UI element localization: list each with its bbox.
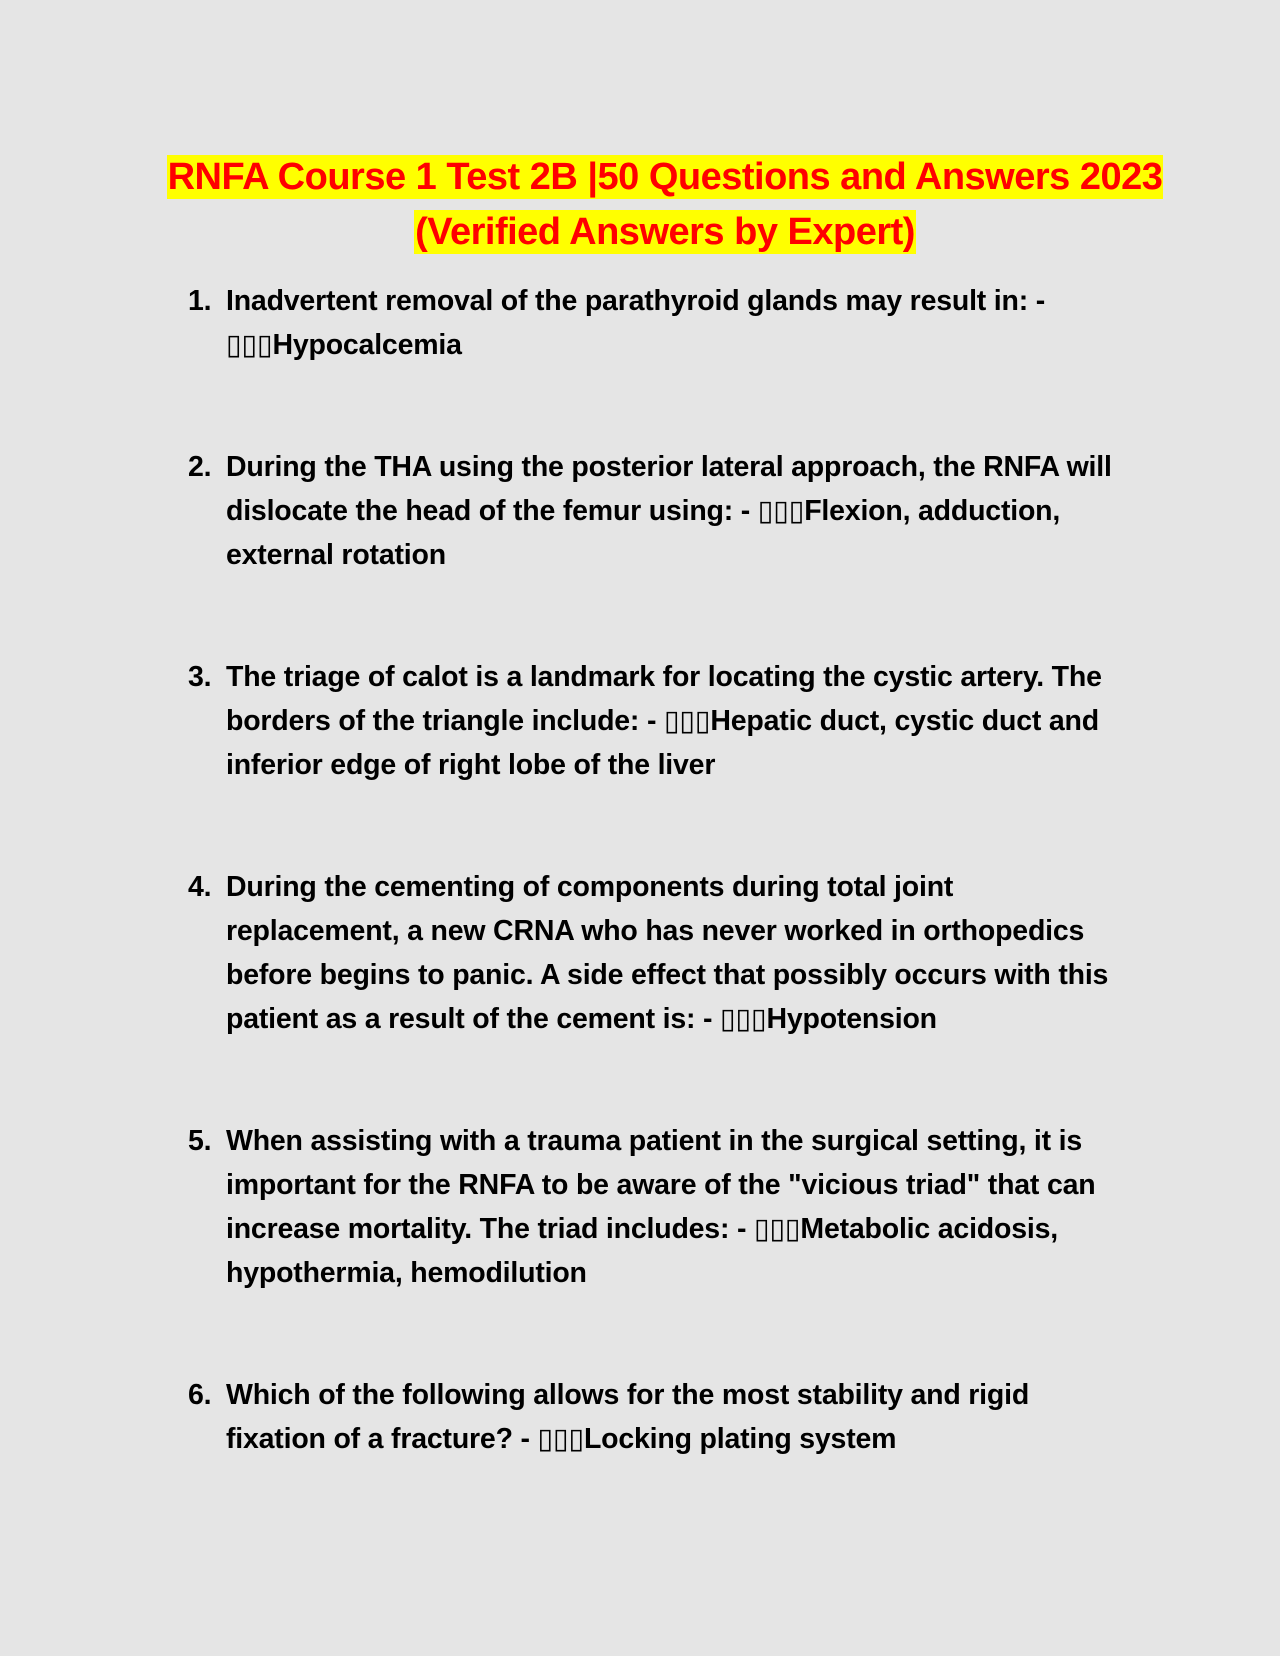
question-item-6	[180, 1373, 1125, 1461]
question-item-1	[180, 279, 1125, 367]
question-number: 5.	[188, 1125, 212, 1157]
question-list	[180, 279, 1125, 1461]
question-text: The triage of calot is a landmark for locating the cystic artery. The borders of the triangle include: - ▯▯▯Hepatic duct, cystic duct and inferior edge of right lobe of the liver	[226, 661, 1102, 781]
question-item-3	[180, 655, 1125, 787]
question-item-5	[180, 1119, 1125, 1295]
document-title	[120, 150, 1210, 260]
question-number: 2.	[188, 451, 212, 483]
question-text: Which of the following allows for the most stability and rigid fixation of a fracture? - ▯▯▯Locking plating system	[226, 1379, 1030, 1455]
question-item-2	[180, 445, 1125, 577]
title-line-1: RNFA Course 1 Test 2B |50 Questions and Answers 2023	[167, 156, 1163, 198]
question-number: 4.	[188, 871, 212, 903]
question-number: 1.	[188, 285, 212, 317]
question-item-4	[180, 865, 1125, 1041]
question-text: During the THA using the posterior lateral approach, the RNFA will dislocate the head of the femur using: - ▯▯▯Flexion, adduction, external rotation	[226, 451, 1112, 571]
question-number: 3.	[188, 661, 212, 693]
question-text: When assisting with a trauma patient in the surgical setting, it is important for the RNFA to be aware of the "vicious triad" that can increase mortality. The triad includes: - ▯▯▯Metabolic acidosis, hypothermia, hemodilution	[226, 1125, 1096, 1289]
question-text: During the cementing of components during total joint replacement, a new CRNA who has never worked in orthopedics before begins to panic. A side effect that possibly occurs with this patient as a result of the cement is: - ▯▯▯Hypotension	[226, 871, 1109, 1035]
title-line-2: (Verified Answers by Expert)	[415, 211, 915, 253]
question-text: Inadvertent removal of the parathyroid glands may result in: - ▯▯▯Hypocalcemia	[226, 285, 1046, 361]
question-number: 6.	[188, 1379, 212, 1411]
